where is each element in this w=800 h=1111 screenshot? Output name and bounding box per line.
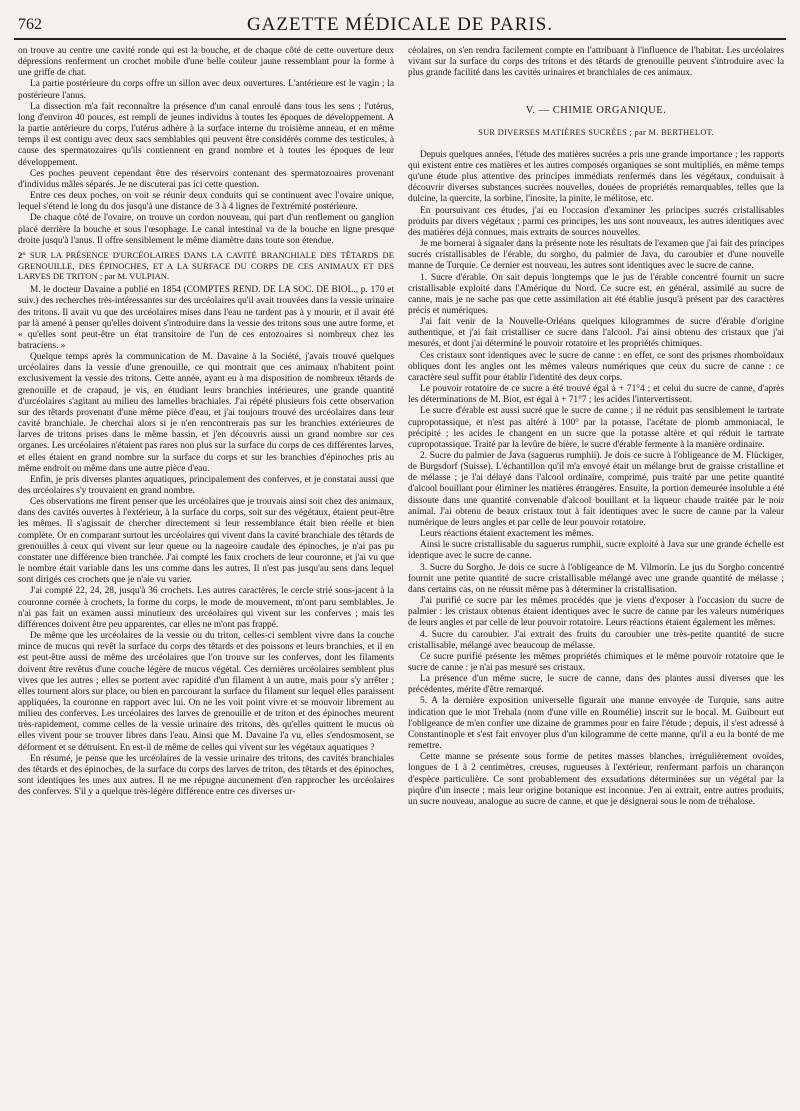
paragraph: Entre ces deux poches, on voit se réunir deux conduits qui se continuent avec l'ovaire unique, lequel s'étend le long du dos jusqu'à une distance de 3 à 4 lignes de l'extrémité postérieure. [18, 191, 394, 213]
paragraph: 3. Sucre du Sorgho. Je dois ce sucre à l'obligeance de M. Vilmorin. Le jus du Sorgho concentré fournit une petite quantité de sucre cristallisable mélangé avec une grande quantité de mélasse ; dans certains cas, on ne réussit même pas à déterminer la cristallisation. [408, 562, 784, 595]
paragraph: 4. Sucre du caroubier. J'ai extrait des fruits du caroubier une très-petite quantité de sucre cristallisable, mélangé avec beaucoup de mélasse. [408, 629, 784, 651]
paragraph: La partie postérieure du corps offre un sillon avec deux ouvertures. L'antérieure est le vagin ; la postérieure l'anus. [18, 79, 394, 101]
page-header [14, 14, 786, 40]
paragraph: La dissection m'a fait reconnaître la présence d'un canal enroulé dans tous les sens ; l'utérus, long d'environ 40 pouces, est rempli de jeunes individus à toutes les époques de développement. A la partie antérieure du corps, l'utérus adhère à la surface interne du troisième anneau, et en même temps il est contigu avec deux sacs semblables qui peuvent être considérés comme des testicules, à cause des spermatozaires qu'ils contiennent en grand nombre et à toutes les époques de leur développement. [18, 101, 394, 168]
page-number: 762 [18, 16, 42, 33]
paragraph: Depuis quelques années, l'étude des matières sucrées a pris une grande importance ; les rapports qui existent entre ces matières et les autres composés organiques se sont multipliés, en même temps qu'une étude plus attentive des principes immédiats renfermés dans les végétaux, conduisait à découvrir diverses substances sucrées nouvelles, douées de propriétés remarquables, telles que la dulcine, la quercite, la sorbine, l'inosite, la pinite, le mélitose, etc. [408, 149, 784, 205]
paragraph: Ces cristaux sont identiques avec le sucre de canne : en effet, ce sont des prismes rhomboïdaux obliques dont les angles ont les mêmes valeurs numériques que ceux du sucre de canne : ce caractère seul suffit pour établir l'identité des deux corps. [408, 350, 784, 383]
paragraph: J'ai purifié ce sucre par les mêmes procédés que je viens d'exposer à l'occasion du sucre de palmier : les cristaux obtenus étaient identiques avec le sucre de canne par les valeurs numériques de leurs angles et par celle de leur pouvoir rotatoire. Leurs réactions étaient également les mêmes. [408, 596, 784, 629]
paragraph: De chaque côté de l'ovaire, on trouve un cordon nouveau, qui part d'un renflement ou ganglion placé derrière la bouche et sous l'œsophage. Le canal intestinal va de la bouche en ligne presque droite jusqu'à l'anus. Il offre sensiblement le même diamètre dans toute son étendue. [18, 213, 394, 246]
paragraph: Quelque temps après la communication de M. Davaine à la Société, j'avais trouvé quelques urcéolaires dans la vessie d'une grenouille, ce qui montrait que ces animaux n'habitent point exclusivement la vessie des tritons. Cette année, ayant eu à ma disposition de nombreux têtards de grenouille et de crapaud, je vis, en étudiant leurs branchies intérieures, une grande quantité d'urcéolaires s'agitant au milieu des lamelles brachiales. J'ai répété plusieurs fois cette observation sur des têtards provenant d'une même pièce d'eau, et j'ai toujours trouvé des urcéolaires dans leur cavité branchiale. Je cherchai alors si je n'en rencontrerais pas sur les branchies extérieures de larves de tritons prises dans le même bassin, et j'en découvris aussi un grand nombre sur ces organes. Les urcéolaires n'étaient pas rares non plus sur la surface du corps de ces différentes larves, et elles étaient en grand nombre sur la surface du corps et sur les branchies d'épinoches pris au même endroit ou même dans une autre pièce d'eau. [18, 352, 394, 474]
paragraph: Ce sucre purifié présente les mêmes propriétés chimiques et le même pouvoir rotatoire que le sucre de canne : je n'ai pas mesuré ses cristaux. [408, 651, 784, 673]
paragraph: Ainsi le sucre cristallisable du saguerus rumphii, sucre exploité à Java sur une grande échelle est identique avec le sucre de canne. [408, 540, 784, 562]
paragraph: En poursuivant ces études, j'ai eu l'occasion d'examiner les principes sucrés cristallisables produits par divers végétaux ; parmi ces principes, les uns sont nouveaux, les autres identiques avec des matières déjà connues, mais extraits de sources nouvelles. [408, 205, 784, 238]
paragraph: Enfin, je pris diverses plantes aquatiques, principalement des conferves, et je constatai aussi que des urcéolaires s'y trouvaient en grand nombre. [18, 474, 394, 497]
right-column [408, 46, 784, 1102]
paragraph: on trouve au centre une cavité ronde qui est la bouche, et de chaque côté de cette ouverture deux dépressions renferment un crochet mobile d'une belle couleur jaune ressemblant pour la forme à une griffe de chat. [18, 46, 394, 79]
paragraph: En résumé, je pense que les urcéolaires de la vessie urinaire des tritons, des cavités branchiales des têtards et des épinoches, de la surface du corps des larves de triton, des têtards et des épinoches, sont identiques les unes aux autres. Il ne me répugne aucunement d'en rapprocher les urcéolaires des conferves. S'il y a quelque très-légère différence entre ces diverses ur- [18, 753, 394, 798]
subheading-number: 2° [18, 249, 26, 260]
paragraph: Je me bornerai à signaler dans la présente note les résultats de l'examen que j'ai fait des principes sucrés cristallisables de l'érable, du sorgho, du palmier de Java, du caroubier et d'une nouvelle manne de Turquie. Ce dernier est nouveau, les autres sont identiques avec le sucre de canne. [408, 239, 784, 272]
paragraph: Cette manne se présente sous forme de petites masses blanches, irrégulièrement ovoïdes, longues de 1 à 2 centimètres, creuses, rugueuses à l'extérieur, renfermant parfois un charançon d'espèce particulière. Ce sont probablement des exsudations déterminées sur un végétal par la piqûre d'un insecte ; mais leur origine botanique est inconnue. J'en ai extrait, entre autres produits, un sucre nouveau, analogue au sucre de canne, et que je désignerai sous le nom de tréhalose. [408, 752, 784, 807]
paragraph: 5. A la dernière exposition universelle figurait une manne envoyée de Turquie, sans autre indication que le mot Trehala (nom d'une ville en Roumélie) inscrit sur le bocal. M. Guibourt eut l'obligeance de m'en confier une dizaine de grammes pour en faire l'étude ; depuis, il s'est adressé à Constantinople et s'est fait envoyer plus d'un kilogramme de cette manne, qu'il a eu la bonté de me remettre. [408, 696, 784, 752]
journal-title: GAZETTE MÉDICALE DE PARIS. [246, 14, 554, 35]
paragraph: De même que les urcéolaires de la vessie ou du triton, celles-ci semblent vivre dans la couche mince de mucus qui revêt la surface du corps des têtards et des poissons et leurs branchies, et il en est peut-être aussi de même des urcéolaires que l'on trouve sur les conferves, dont les filaments doivent être revêtus d'une couche légère de mucus végétal. Ces dernières urcéolaires semblent plus vives que les autres ; elles se portent avec rapidité d'un filament à un autre, mais pour s'y arrêter ; elles tournent alors sur place, ou bien en parcourant la surface du filament sur lequel elles paraissent appliquées, la couronne en rapport avec lui. On ne les voit point vivre et se mouvoir librement au milieu des conferves. Les urcéolaires des larves de grenouille et de triton et des épinoches meurent très-rapidement, comme celles de la vessie urinaire des tritons, dès qu'elles quittent le mucus où elles vivent pour se trouver libres dans l'eau. Ainsi que M. Davaine l'a vu, elles s'endosmosent, se déforment et se détruisent. En est-il de même de celles qui vivent sur les végétaux aquatiques ? [18, 631, 394, 753]
paragraph: céolaires, on s'en rendra facilement compte en l'attribuant à l'influence de l'habitat. Les urcéolaires vivant sur la surface du corps des tritons et des têtards de grenouille peuvent s'introduire avec la plus grande facilité dans les cavités urinaires et branchiales de ces animaux. [408, 46, 784, 79]
paragraph: J'ai compté 22, 24, 28, jusqu'à 36 crochets. Les autres caractères, le cercle strié sous-jacent à la couronne cornée à crochets, la forme du corps, le mode de mouvement, m'ont paru semblables. Je n'ai pas fait un examen aussi minutieux des urcéolaires qui vivent sur les conferves ; mais les différences doivent être peu apparentes, car elles ne m'ont pas frappé. [18, 586, 394, 630]
paragraph: La présence d'un même sucre, le sucre de canne, dans des plantes aussi diverses que les précédentes, mérite d'être remarqué. [408, 674, 784, 696]
subheading-text: SUR LA PRÉSENCE D'URCÉOLAIRES DANS LA CAVITÉ BRANCHIALE DES TÊTARDS DE GRENOUILLE, DES ÉPINOCHES, ET A LA SURFACE DU CORPS DE CES ANIMAUX ET DES LARVES DE TRITON ; par M. VULPIAN. [18, 249, 394, 282]
paragraph: Le pouvoir rotatoire de ce sucre a été trouvé égal à + 71°4 ; et celui du sucre de canne, d'après les déterminations de M. Biot, est égal à + 71°7 ; les acides l'intervertissent. [408, 384, 784, 406]
paragraph: Ces observations me firent penser que les urcéolaires que je trouvais ainsi soit chez des animaux, dans des cavités ouvertes à l'extérieur, à la surface du corps, soit sur des végétaux, étaient peut-être les mêmes. Il s'agissait de chercher directement si leur ressemblance était bien réelle et bien complète. Or en comparant surtout les urcéolaires qui vivent dans la cavité branchiale des têtards de grenouilles à ceux qui vivent sur leur queue ou la nageoire caudale des épinoches, je n'ai pas pu constater une différence bien tranchée. J'ai compté les faux crochets de leur couronne, et j'ai vu que le nombre était variable dans les uns comme dans les autres. Il n'est pas jusqu'au sens dans lequel sont dirigés ces crochets que je n'aie vu varier. [18, 497, 394, 586]
article-title: SUR DIVERSES MATIÈRES SUCRÉES ; par M. BERTHELOT. [478, 127, 714, 137]
paragraph: Ces poches peuvent cependant être des réservoirs contenant des spermatozoaires provenant d'individus mâles séparés. Je ne discuterai pas ici cette question. [18, 168, 394, 190]
paragraph: Leurs réactions étaient exactement les mêmes. [420, 529, 594, 540]
paragraph: 2. Sucre du palmier de Java (saguerus rumphii). Je dois ce sucre à l'obligeance de M. Flückiger, de Burgsdorf (Suisse). L'échantillon qu'il m'a envoyé était un mélange brut de graisse cristalline et de mélasse ; je l'ai délayé dans l'alcool ordinaire, comprimé, puis traité par une petite quantité d'alcool bouillant pour éliminer les matières étrangères. Ensuite, la portion demeurée insoluble a été dissoute dans une quantité convenable d'alcool bouillant et la liqueur chaude traitée par le noir animal. J'ai obtenu de beaux cristaux tout à fait identiques avec le sucre de canne par la valeur numérique de leurs angles et par celle de leur pouvoir rotatoire. [408, 451, 784, 528]
paragraph: M. le docteur Davaine a publié en 1854 (COMPTES REND. DE LA SOC. DE BIOL., p. 170 et suiv.) des recherches très-intéressantes sur des urcéolaires qu'il avait trouvées dans la vessie urinaire des tritons. Il avait vu que des urcéolaires mises dans l'eau ne tardent pas à y mourir, et il avait été par là amené à penser qu'elles doivent s'introduire dans la vessie des tritons sous une autre forme, et « qu'elles sont peut-être un état transitoire de l'un de ces entozoaires si nombreux chez les batraciens. » [18, 285, 394, 351]
paragraph: J'ai fait venir de la Nouvelle-Orléans quelques kilogrammes de sucre d'érable d'origine authentique, et j'ai fait cristalliser ce sucre dans l'alcool. J'ai ainsi obtenu des cristaux que j'ai mesurés, et dont j'ai déterminé le pouvoir rotatoire et les propriétés chimiques. [408, 317, 784, 350]
paragraph: 1. Sucre d'érable. On sait depuis longtemps que le jus de l'érable concentré fournit un sucre cristallisable exploité dans l'Amérique du Nord. Ce sucre est, en général, assimilé au sucre de canne, mais je ne sache pas que cette assimilation ait été établie jusqu'à présent par des caractères précis et numériques. [408, 272, 784, 316]
article-subheading [18, 250, 394, 282]
paragraph: Le sucre d'érable est aussi sucré que le sucre de canne ; il ne réduit pas sensiblement le tartrate cupropotassique, et n'est pas altéré à 100° par la potasse, l'acétate de plomb ammoniacal, le précipité ; les acides le changent en un sucre que la potasse altère et qui réduit le tartrate cupropotassique. Traité par la levûre de bière, le sucre d'érable fermente à la manière ordinaire. [408, 406, 784, 450]
left-column [18, 46, 394, 1102]
section-heading: V. — CHIMIE ORGANIQUE. [525, 105, 667, 117]
